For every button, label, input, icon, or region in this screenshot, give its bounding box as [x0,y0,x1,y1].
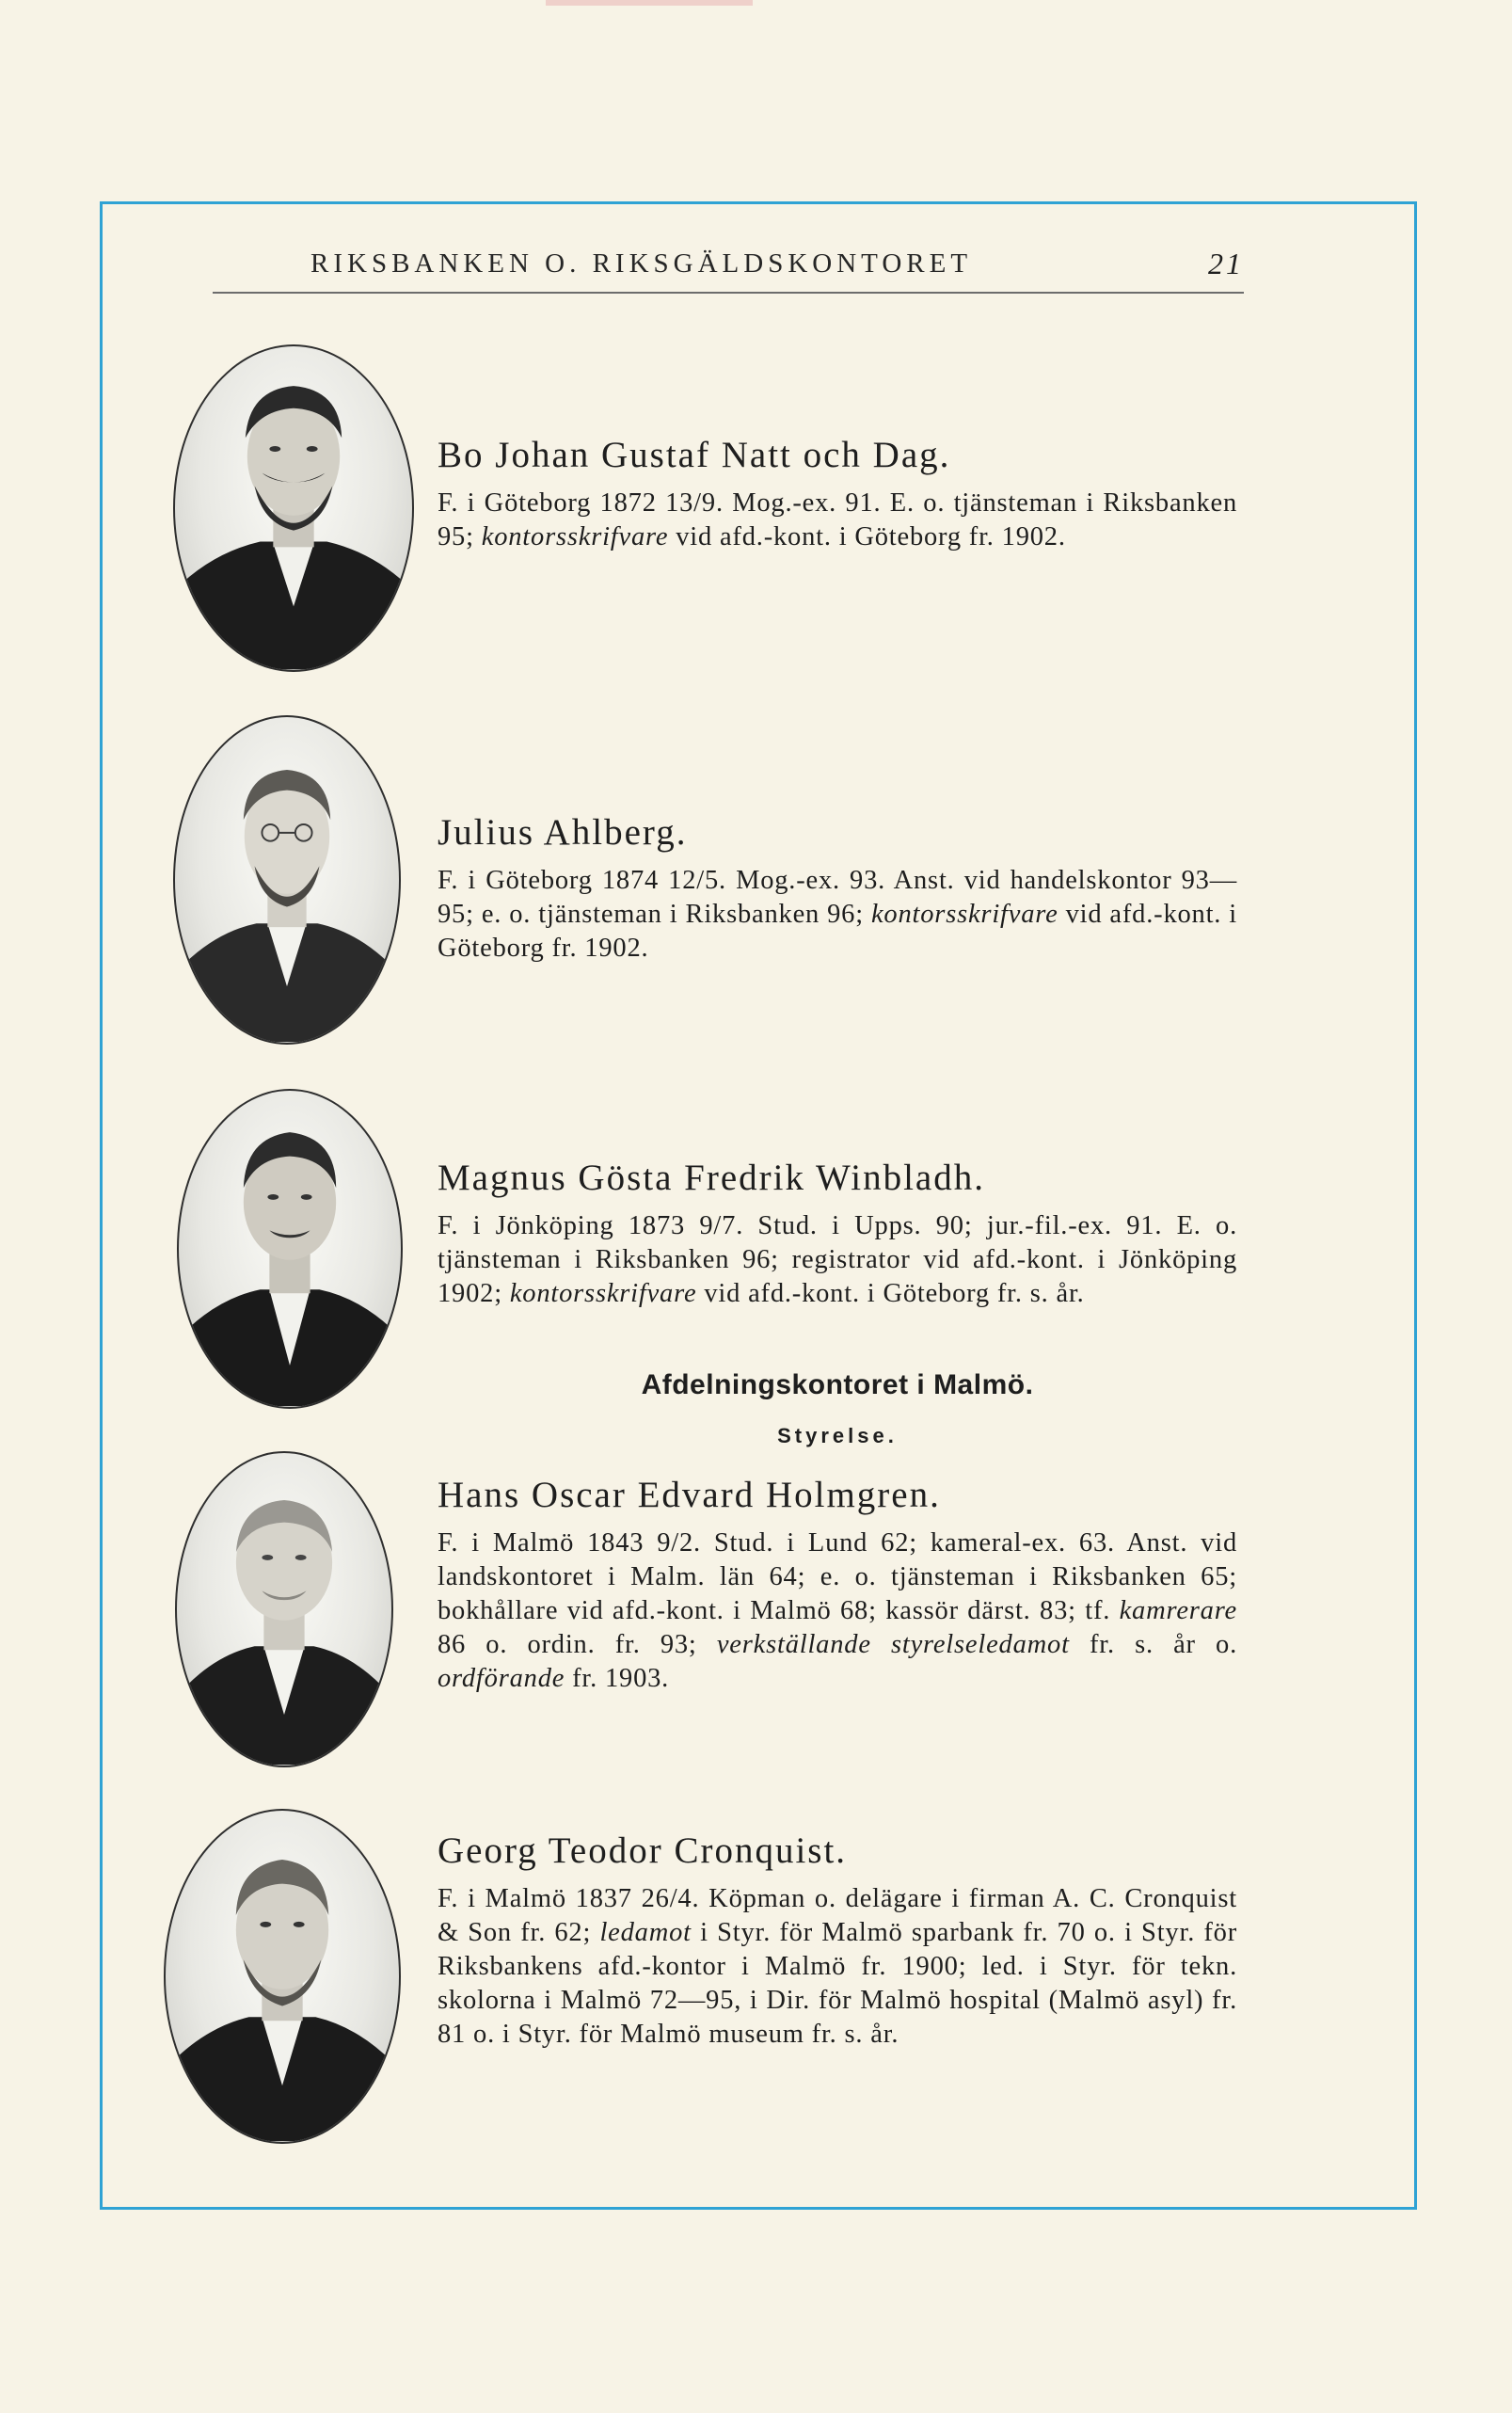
portrait-holmgren-image [177,1453,391,1766]
portrait-ahlberg [173,715,401,1045]
entry-bio [438,1209,1237,1311]
bio-text-italic: kontorsskrifvare [870,900,1058,929]
bio-text: F. i Malmö 1837 26/4. Köpman o. delägare i firman A. C. Cronquist & Son fr. 62; [438,1884,1237,1947]
entry-bio [438,864,1237,966]
bio-text: 86 o. ordin. fr. 93; [438,1630,717,1659]
page-edge-mark [546,0,753,6]
portrait-cronquist [164,1809,401,2144]
entry-bio [438,487,1237,554]
bio-text: F. i Göteborg 1872 13/9. Mog.-ex. 91. E. o. tjänsteman i Riksbanken 95; [438,488,1237,551]
entry-bio [438,1882,1237,2052]
portrait-natt-och-dag-image [175,346,412,670]
page-number: 21 [1208,247,1244,280]
portrait-ahlberg-image [175,717,399,1043]
entry-cronquist [438,1830,1237,2052]
entry-name: Georg Teodor Cronquist. [438,1830,848,1871]
entry-holmgren [438,1474,1237,1696]
bio-text: F. i Malmö 1843 9/2. Stud. i Lund 62; kameral-ex. 63. Anst. vid landskontoret i Malm. län 64; e. o. tjänsteman i Riksbanken 65; bokhållare vid afd.-kont. i Malmö 68; kassör därst. 83; tf. [438,1528,1237,1625]
bio-text-italic: kontorsskrifvare [509,1279,697,1308]
bio-text-italic: kamrerare [1119,1596,1237,1625]
bio-text-italic: verkställande styrelseledamot [716,1630,1070,1659]
entry-ahlberg [438,811,1237,966]
bio-text: fr. s. år o. [1069,1630,1237,1659]
entry-name: Julius Ahlberg. [438,812,688,853]
bio-text-italic: ledamot [599,1918,692,1947]
entry-name: Magnus Gösta Fredrik Winbladh. [438,1158,985,1198]
bio-text: F. i Jönköping 1873 9/7. Stud. i Upps. 90; jur.-fil.-ex. 91. E. o. tjänsteman i Riksbanken 96; registrator vid afd.-kont. i Jönköping 1902; [438,1211,1237,1308]
portrait-winbladh-image [179,1091,401,1407]
bio-text: vid afd.-kont. i Göteborg fr. 1902. [668,522,1066,551]
portrait-cronquist-image [166,1811,399,2142]
entry-winbladh [438,1157,1237,1311]
portrait-natt-och-dag [173,344,414,672]
entry-name: Hans Oscar Edvard Holmgren. [438,1475,941,1515]
bio-text: i Styr. för Malmö sparbank fr. 70 o. i Styr. för Riksbankens afd.-kontor i Malmö fr. 1900; led. i Styr. för tekn. skolorna i Malmö 72—95, i Dir. för Malmö hospital (Malmö asyl) fr. 81 o. i Styr. för Malmö museum fr. s. år. [438,1918,1237,2049]
running-title: RIKSBANKEN O. RIKSGÄLDSKONTORET [310,248,973,279]
entry-bio [438,1526,1237,1696]
bio-text: vid afd.-kont. i Göteborg fr. s. år. [696,1279,1085,1308]
bio-text-italic: kontorsskrifvare [481,522,669,551]
bio-text: vid afd.-kont. i Göteborg fr. 1902. [438,900,1237,963]
entry-name: Bo Johan Gustaf Natt och Dag. [438,435,951,475]
section-title: Afdelningskontoret i Malmö. [641,1369,1034,1400]
bio-text-italic: ordförande [438,1664,565,1693]
entry-natt-och-dag [438,434,1237,554]
running-header [213,243,1244,294]
portrait-holmgren [175,1451,393,1767]
portrait-winbladh [177,1089,403,1409]
bio-text: fr. 1903. [565,1664,670,1693]
section-subtitle: Styrelse. [777,1424,898,1447]
bio-text: F. i Göteborg 1874 12/5. Mog.-ex. 93. Anst. vid handelskontor 93—95; e. o. tjänsteman i Riksbanken 96; [438,866,1237,929]
